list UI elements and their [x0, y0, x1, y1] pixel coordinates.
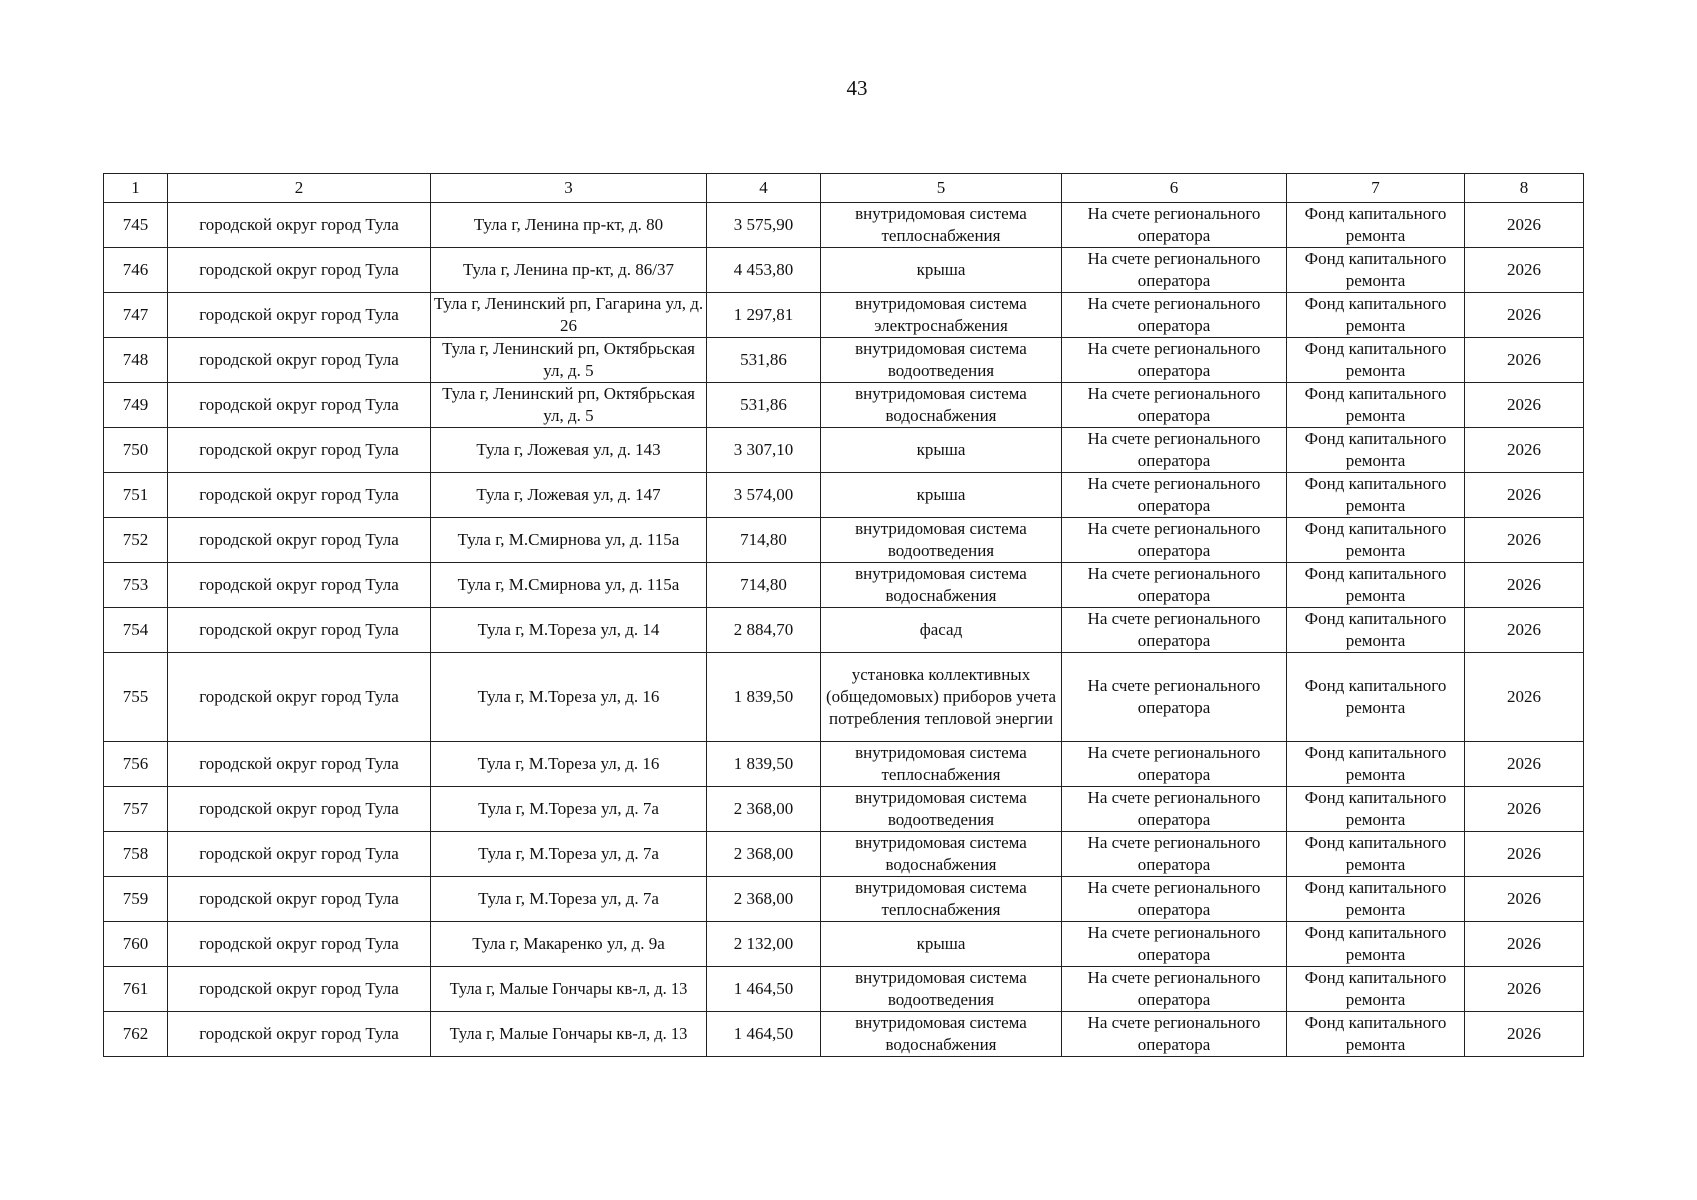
- table-row: [104, 338, 1584, 383]
- cell-address: Тула г, Макаренко ул, д. 9а: [431, 922, 707, 967]
- cell-area: 1 839,50: [707, 653, 821, 742]
- cell-municipality: городской округ город Тула: [168, 248, 431, 293]
- table-row: [104, 428, 1584, 473]
- cell-address: Тула г, М.Тореза ул, д. 7а: [431, 832, 707, 877]
- table-row: [104, 518, 1584, 563]
- cell-fund-method: На счете регионального оператора: [1062, 428, 1287, 473]
- cell-funding-source: Фонд капитального ремонта: [1287, 563, 1465, 608]
- cell-area: 1 839,50: [707, 742, 821, 787]
- cell-fund-method: На счете регионального оператора: [1062, 1012, 1287, 1057]
- cell-row-number: 751: [104, 473, 168, 518]
- cell-address: Тула г, Малые Гончары кв-л, д. 13: [431, 967, 707, 1012]
- cell-row-number: 752: [104, 518, 168, 563]
- cell-row-number: 755: [104, 653, 168, 742]
- table-row: [104, 563, 1584, 608]
- cell-address: Тула г, М.Тореза ул, д. 7а: [431, 787, 707, 832]
- cell-address: Тула г, М.Смирнова ул, д. 115а: [431, 518, 707, 563]
- cell-year: 2026: [1465, 203, 1584, 248]
- cell-municipality: городской округ город Тула: [168, 922, 431, 967]
- cell-work-type: внутридомовая система водоотведения: [821, 518, 1062, 563]
- cell-work-type: крыша: [821, 922, 1062, 967]
- cell-row-number: 760: [104, 922, 168, 967]
- table-row: [104, 967, 1584, 1012]
- table-row: [104, 877, 1584, 922]
- cell-area: 2 132,00: [707, 922, 821, 967]
- cell-funding-source: Фонд капитального ремонта: [1287, 248, 1465, 293]
- cell-address: Тула г, М.Смирнова ул, д. 115а: [431, 563, 707, 608]
- cell-year: 2026: [1465, 293, 1584, 338]
- cell-area: 531,86: [707, 383, 821, 428]
- cell-area: 2 368,00: [707, 832, 821, 877]
- cell-year: 2026: [1465, 338, 1584, 383]
- cell-year: 2026: [1465, 967, 1584, 1012]
- cell-municipality: городской округ город Тула: [168, 203, 431, 248]
- cell-row-number: 749: [104, 383, 168, 428]
- cell-address: Тула г, Ленинский рп, Гагарина ул, д. 26: [431, 293, 707, 338]
- cell-municipality: городской округ город Тула: [168, 563, 431, 608]
- cell-area: 2 368,00: [707, 787, 821, 832]
- cell-fund-method: На счете регионального оператора: [1062, 473, 1287, 518]
- table-row: [104, 608, 1584, 653]
- table-row: [104, 248, 1584, 293]
- cell-address: Тула г, М.Тореза ул, д. 7а: [431, 877, 707, 922]
- cell-year: 2026: [1465, 787, 1584, 832]
- cell-row-number: 757: [104, 787, 168, 832]
- cell-funding-source: Фонд капитального ремонта: [1287, 787, 1465, 832]
- cell-fund-method: На счете регионального оператора: [1062, 832, 1287, 877]
- cell-row-number: 748: [104, 338, 168, 383]
- cell-work-type: внутридомовая система теплоснабжения: [821, 742, 1062, 787]
- cell-funding-source: Фонд капитального ремонта: [1287, 293, 1465, 338]
- table-header-row: [104, 174, 1584, 203]
- table-row: [104, 787, 1584, 832]
- cell-funding-source: Фонд капитального ремонта: [1287, 518, 1465, 563]
- cell-municipality: городской округ город Тула: [168, 742, 431, 787]
- cell-municipality: городской округ город Тула: [168, 877, 431, 922]
- cell-work-type: внутридомовая система водоотведения: [821, 338, 1062, 383]
- cell-year: 2026: [1465, 742, 1584, 787]
- cell-area: 2 368,00: [707, 877, 821, 922]
- cell-work-type: внутридомовая система электроснабжения: [821, 293, 1062, 338]
- cell-fund-method: На счете регионального оператора: [1062, 383, 1287, 428]
- cell-work-type: внутридомовая система водоотведения: [821, 967, 1062, 1012]
- table-row: [104, 1012, 1584, 1057]
- cell-row-number: 758: [104, 832, 168, 877]
- cell-municipality: городской округ город Тула: [168, 653, 431, 742]
- cell-fund-method: На счете регионального оператора: [1062, 653, 1287, 742]
- cell-address: Тула г, Ложевая ул, д. 147: [431, 473, 707, 518]
- cell-address: Тула г, М.Тореза ул, д. 14: [431, 608, 707, 653]
- cell-area: 531,86: [707, 338, 821, 383]
- cell-fund-method: На счете регионального оператора: [1062, 248, 1287, 293]
- table-row: [104, 832, 1584, 877]
- cell-fund-method: На счете регионального оператора: [1062, 967, 1287, 1012]
- cell-municipality: городской округ город Тула: [168, 338, 431, 383]
- cell-work-type: фасад: [821, 608, 1062, 653]
- cell-funding-source: Фонд капитального ремонта: [1287, 832, 1465, 877]
- cell-address: Тула г, Ленинский рп, Октябрьская ул, д. 5: [431, 383, 707, 428]
- cell-municipality: городской округ город Тула: [168, 518, 431, 563]
- cell-area: 3 575,90: [707, 203, 821, 248]
- cell-work-type: крыша: [821, 248, 1062, 293]
- column-header: 6: [1062, 174, 1287, 203]
- cell-work-type: внутридомовая система водоснабжения: [821, 383, 1062, 428]
- column-header: 1: [104, 174, 168, 203]
- cell-area: 3 574,00: [707, 473, 821, 518]
- cell-fund-method: На счете регионального оператора: [1062, 203, 1287, 248]
- cell-municipality: городской округ город Тула: [168, 967, 431, 1012]
- cell-fund-method: На счете регионального оператора: [1062, 518, 1287, 563]
- cell-address: Тула г, М.Тореза ул, д. 16: [431, 742, 707, 787]
- column-header: 7: [1287, 174, 1465, 203]
- cell-row-number: 756: [104, 742, 168, 787]
- cell-funding-source: Фонд капитального ремонта: [1287, 922, 1465, 967]
- cell-year: 2026: [1465, 518, 1584, 563]
- cell-work-type: внутридомовая система водоснабжения: [821, 832, 1062, 877]
- cell-municipality: городской округ город Тула: [168, 608, 431, 653]
- cell-work-type: установка коллективных (общедомовых) приборов учета потребления тепловой энергии: [821, 653, 1062, 742]
- cell-year: 2026: [1465, 563, 1584, 608]
- cell-area: 2 884,70: [707, 608, 821, 653]
- cell-funding-source: Фонд капитального ремонта: [1287, 203, 1465, 248]
- cell-funding-source: Фонд капитального ремонта: [1287, 1012, 1465, 1057]
- cell-area: 1 464,50: [707, 967, 821, 1012]
- cell-fund-method: На счете регионального оператора: [1062, 608, 1287, 653]
- cell-funding-source: Фонд капитального ремонта: [1287, 428, 1465, 473]
- cell-funding-source: Фонд капитального ремонта: [1287, 742, 1465, 787]
- cell-work-type: внутридомовая система водоснабжения: [821, 1012, 1062, 1057]
- cell-fund-method: На счете регионального оператора: [1062, 742, 1287, 787]
- cell-row-number: 754: [104, 608, 168, 653]
- column-header: 4: [707, 174, 821, 203]
- cell-year: 2026: [1465, 428, 1584, 473]
- cell-area: 1 297,81: [707, 293, 821, 338]
- cell-row-number: 747: [104, 293, 168, 338]
- cell-funding-source: Фонд капитального ремонта: [1287, 967, 1465, 1012]
- cell-year: 2026: [1465, 922, 1584, 967]
- cell-work-type: внутридомовая система теплоснабжения: [821, 203, 1062, 248]
- cell-municipality: городской округ город Тула: [168, 787, 431, 832]
- table-row: [104, 653, 1584, 742]
- cell-funding-source: Фонд капитального ремонта: [1287, 473, 1465, 518]
- cell-municipality: городской округ город Тула: [168, 383, 431, 428]
- cell-work-type: внутридомовая система теплоснабжения: [821, 877, 1062, 922]
- cell-funding-source: Фонд капитального ремонта: [1287, 877, 1465, 922]
- cell-address: Тула г, Малые Гончары кв-л, д. 13: [431, 1012, 707, 1057]
- cell-funding-source: Фонд капитального ремонта: [1287, 653, 1465, 742]
- cell-work-type: крыша: [821, 473, 1062, 518]
- cell-municipality: городской округ город Тула: [168, 832, 431, 877]
- table-row: [104, 203, 1584, 248]
- cell-address: Тула г, Ленина пр-кт, д. 86/37: [431, 248, 707, 293]
- cell-row-number: 750: [104, 428, 168, 473]
- column-header: 3: [431, 174, 707, 203]
- column-header: 5: [821, 174, 1062, 203]
- cell-year: 2026: [1465, 653, 1584, 742]
- cell-row-number: 746: [104, 248, 168, 293]
- cell-municipality: городской округ город Тула: [168, 428, 431, 473]
- cell-year: 2026: [1465, 1012, 1584, 1057]
- column-header: 2: [168, 174, 431, 203]
- cell-row-number: 762: [104, 1012, 168, 1057]
- cell-area: 4 453,80: [707, 248, 821, 293]
- cell-municipality: городской округ город Тула: [168, 293, 431, 338]
- column-header: 8: [1465, 174, 1584, 203]
- cell-area: 1 464,50: [707, 1012, 821, 1057]
- cell-work-type: внутридомовая система водоснабжения: [821, 563, 1062, 608]
- cell-year: 2026: [1465, 832, 1584, 877]
- cell-municipality: городской округ город Тула: [168, 1012, 431, 1057]
- cell-year: 2026: [1465, 608, 1584, 653]
- cell-fund-method: На счете регионального оператора: [1062, 787, 1287, 832]
- cell-municipality: городской округ город Тула: [168, 473, 431, 518]
- cell-year: 2026: [1465, 877, 1584, 922]
- cell-address: Тула г, Ложевая ул, д. 143: [431, 428, 707, 473]
- cell-fund-method: На счете регионального оператора: [1062, 877, 1287, 922]
- cell-area: 714,80: [707, 563, 821, 608]
- page-number: 43: [846, 76, 868, 100]
- cell-address: Тула г, Ленинский рп, Октябрьская ул, д. 5: [431, 338, 707, 383]
- table-row: [104, 473, 1584, 518]
- capital-repair-table: [103, 173, 1584, 1057]
- cell-funding-source: Фонд капитального ремонта: [1287, 608, 1465, 653]
- cell-work-type: крыша: [821, 428, 1062, 473]
- cell-address: Тула г, М.Тореза ул, д. 16: [431, 653, 707, 742]
- cell-year: 2026: [1465, 473, 1584, 518]
- table-row: [104, 922, 1584, 967]
- cell-fund-method: На счете регионального оператора: [1062, 922, 1287, 967]
- cell-row-number: 759: [104, 877, 168, 922]
- cell-year: 2026: [1465, 383, 1584, 428]
- cell-row-number: 745: [104, 203, 168, 248]
- cell-row-number: 761: [104, 967, 168, 1012]
- cell-fund-method: На счете регионального оператора: [1062, 293, 1287, 338]
- table-row: [104, 293, 1584, 338]
- cell-work-type: внутридомовая система водоотведения: [821, 787, 1062, 832]
- cell-year: 2026: [1465, 248, 1584, 293]
- table-row: [104, 383, 1584, 428]
- cell-area: 714,80: [707, 518, 821, 563]
- cell-funding-source: Фонд капитального ремонта: [1287, 383, 1465, 428]
- cell-row-number: 753: [104, 563, 168, 608]
- cell-area: 3 307,10: [707, 428, 821, 473]
- cell-fund-method: На счете регионального оператора: [1062, 563, 1287, 608]
- cell-address: Тула г, Ленина пр-кт, д. 80: [431, 203, 707, 248]
- table-row: [104, 742, 1584, 787]
- cell-funding-source: Фонд капитального ремонта: [1287, 338, 1465, 383]
- cell-fund-method: На счете регионального оператора: [1062, 338, 1287, 383]
